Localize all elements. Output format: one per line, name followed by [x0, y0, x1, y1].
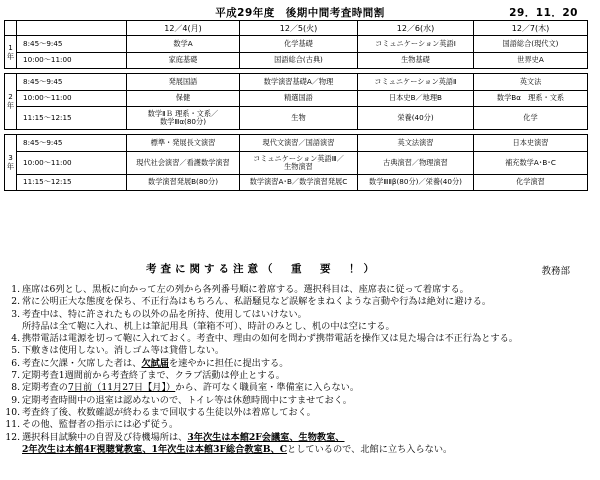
rule-text: 考査に欠課・欠席した者は、 — [22, 357, 142, 369]
subject-cell: 数学演習基礎A／物理 — [240, 74, 358, 91]
rule-item — [4, 345, 596, 357]
subject-cell: 英文法 — [474, 74, 588, 91]
time-slot: 10:00～11:00 — [17, 90, 127, 107]
rule-number: 10. — [5, 406, 20, 418]
rule-line — [22, 444, 596, 456]
rule-number: 9. — [11, 394, 20, 406]
rule-text: 携帯電話は電源を切って鞄に入れておく。考査中、理由の如何を問わず携帯電話を操作又は見た場合は不正行為とする。 — [22, 333, 518, 345]
department-name: 教務部 — [541, 266, 570, 277]
subject-cell: 生物 — [240, 107, 358, 130]
rule-item — [4, 432, 596, 457]
time-slot: 8:45～9:45 — [17, 36, 127, 53]
rule-item — [4, 358, 596, 370]
rule-number: 7. — [11, 370, 20, 382]
rule-line — [22, 370, 596, 382]
rule-text: その他、監督者の指示には必ず従う。 — [22, 419, 179, 431]
grade-label — [5, 135, 17, 191]
schedule-row — [5, 90, 588, 107]
notice-rules-list — [4, 284, 596, 456]
rule-line — [22, 382, 596, 394]
subject-cell: 発展国語 — [127, 74, 240, 91]
time-slot: 10:00～11:00 — [17, 151, 127, 174]
rule-emphasis-text: 3年次生は本館2F会議室、生物教室、 — [187, 431, 345, 443]
rule-emphasis-text: 欠試届 — [141, 357, 169, 369]
subject-cell: 日本史演習 — [474, 135, 588, 152]
subject-cell: 国語総合(古典) — [240, 52, 358, 69]
rule-number: 1. — [11, 284, 20, 295]
time-slot: 8:45～9:45 — [17, 135, 127, 152]
rule-item — [4, 395, 596, 407]
grade-1-block — [5, 36, 588, 69]
rule-line — [22, 284, 596, 296]
subject-cell: 英文法演習 — [358, 135, 474, 152]
rule-line — [22, 395, 596, 407]
rule-item — [4, 333, 596, 345]
schedule-row — [5, 36, 588, 53]
rule-emphasis-text: 7日前（11月27日【月】） — [67, 382, 176, 394]
subject-cell: 数学演習A･B／数学演習発展C — [240, 174, 358, 191]
date-header-row — [5, 21, 588, 36]
rule-line — [22, 432, 596, 444]
time-slot: 8:45～9:45 — [17, 74, 127, 91]
rule-number: 12. — [5, 431, 20, 443]
rule-item — [4, 370, 596, 382]
subject-cell: コミュニケーション英語Ⅲ／ 生物演習 — [240, 151, 358, 174]
grade-label-char: 3 — [8, 153, 13, 162]
subject-cell: 家庭基礎 — [127, 52, 240, 69]
rule-emphasis-text: 2年次生は本館4F視聴覚教室、1年次生は本館3F総合教室B、C — [22, 443, 288, 455]
subject-cell: 精選国語 — [240, 90, 358, 107]
rule-item — [4, 382, 596, 394]
grade-label-char: 2 — [8, 92, 13, 101]
rule-number: 6. — [11, 357, 20, 369]
rule-text: 下敷きは使用しない。消しゴム等は貸借しない。 — [22, 345, 225, 357]
rule-text: 考査終了後、枚数確認が終わるまで回収する生徒以外は着席しておく。 — [22, 406, 316, 418]
rule-text: 定期考査の — [22, 382, 68, 394]
subject-cell: 数学A — [127, 36, 240, 53]
time-header-cell — [17, 21, 127, 36]
rule-line — [22, 309, 596, 321]
time-slot: 11:15～12:15 — [17, 107, 127, 130]
schedule-row — [5, 135, 588, 152]
rule-number: 8. — [11, 382, 20, 394]
rule-item — [4, 309, 596, 334]
time-slot: 11:15～12:15 — [17, 174, 127, 191]
rule-item — [4, 284, 596, 296]
rule-item — [4, 407, 596, 419]
time-slot: 10:00～11:00 — [17, 52, 127, 69]
schedule-row — [5, 52, 588, 69]
notice-title: 考査に関する注意（ 重 要 ！） — [146, 263, 378, 275]
date-header-1: 12／5(火) — [240, 21, 358, 36]
subject-cell: 世界史A — [474, 52, 588, 69]
rule-text: 常に公明正大な態度を保ち、不正行為はもちろん、私語騒見など誤解をまねくような言動や行為は絶対に避ける。 — [22, 296, 492, 308]
subject-cell: 日本史B／地理B — [358, 90, 474, 107]
rule-line — [22, 345, 596, 357]
subject-cell: 古典演習／物理演習 — [358, 151, 474, 174]
subject-cell: コミュニケーション英語Ⅰ — [358, 36, 474, 53]
rule-text: を速やかに担任に提出する。 — [169, 357, 289, 369]
subject-cell: 数学Bα 理系・文系 — [474, 90, 588, 107]
subject-cell: 現代文演習／国語演習 — [240, 135, 358, 152]
rule-line — [22, 321, 596, 333]
rule-number: 5. — [11, 345, 20, 357]
rule-text: 選択科目試験中の自習及び待機場所は、 — [22, 431, 188, 443]
rule-text: 所持品は全て鞄に入れ、机上は筆記用具（筆箱不可）、時計のみとし、机の中は空にする。 — [22, 320, 395, 332]
rule-line — [22, 419, 596, 431]
schedule-row — [5, 74, 588, 91]
schedule-row — [5, 174, 588, 191]
subject-cell: 栄養(40分) — [358, 107, 474, 130]
rule-text: としているので、北館に立ち入らない。 — [287, 443, 453, 455]
corner-cell — [5, 21, 17, 36]
subject-cell: 標準・発展長文演習 — [127, 135, 240, 152]
grade-label — [5, 74, 17, 130]
grade-label-char: 1 — [8, 42, 13, 52]
date-header-0: 12／4(月) — [127, 21, 240, 36]
rule-text: から、許可なく職員室・準備室に入らない。 — [175, 382, 360, 394]
subject-cell: 生物基礎 — [358, 52, 474, 69]
date-header-3: 12／7(木) — [474, 21, 588, 36]
rule-number: 3. — [11, 308, 20, 320]
subject-cell: 化学基礎 — [240, 36, 358, 53]
subject-cell: 現代社会演習／看護数学演習 — [127, 151, 240, 174]
rule-text: 考査中は、特に許されたもの以外の品を所持、使用してはいけない。 — [22, 308, 307, 320]
rule-text: 定期考査時間中の退室は認めないので、トイレ等は休憩時間中にすませておく。 — [22, 394, 352, 406]
subject-cell: 保健 — [127, 90, 240, 107]
schedule-row — [5, 151, 588, 174]
exam-schedule-table — [4, 20, 588, 191]
rule-line — [22, 358, 596, 370]
grade-label-char: 年 — [6, 51, 15, 61]
rule-line — [22, 333, 596, 345]
subject-cell: 補充数学A･B･C — [474, 151, 588, 174]
rule-text: 定期考査1週間前から考査終了まで、クラブ活動は停止とする。 — [22, 370, 285, 382]
rule-line — [22, 296, 596, 308]
page-header — [0, 5, 600, 19]
subject-cell: コミュニケーション英語Ⅱ — [358, 74, 474, 91]
grade-2-block — [5, 74, 588, 130]
subject-cell: 化学 — [474, 107, 588, 130]
issue-date: 29．11．20 — [509, 7, 578, 19]
subject-cell: 数学演習発展B(80分) — [127, 174, 240, 191]
subject-cell: 数学ⅡＢ 理系・文系／ 数学Ⅲα(80分) — [127, 107, 240, 130]
subject-cell: 数学ⅢⅡβ(80分)／栄養(40分) — [358, 174, 474, 191]
schedule-row — [5, 107, 588, 130]
rule-number: 11. — [5, 419, 20, 431]
grade-label-char: 年 — [6, 101, 15, 110]
rule-text: 座席は6列とし、黒板に向かって左の列から各列番号順に着席する。選択科目は、座席表に従って着席する。 — [22, 284, 469, 295]
subject-cell: 化学演習 — [474, 174, 588, 191]
grade-3-block — [5, 135, 588, 191]
date-header-2: 12／6(水) — [358, 21, 474, 36]
subject-cell: 国語総合(現代文) — [474, 36, 588, 53]
rule-item — [4, 296, 596, 308]
page-title: 平成29年度 後期中間考査時間割 — [215, 7, 385, 19]
rule-number: 2. — [11, 296, 20, 308]
rule-line — [22, 407, 596, 419]
grade-label-char: 年 — [6, 162, 15, 171]
grade-label — [5, 36, 17, 69]
rule-number: 4. — [11, 333, 20, 345]
rule-item — [4, 419, 596, 431]
